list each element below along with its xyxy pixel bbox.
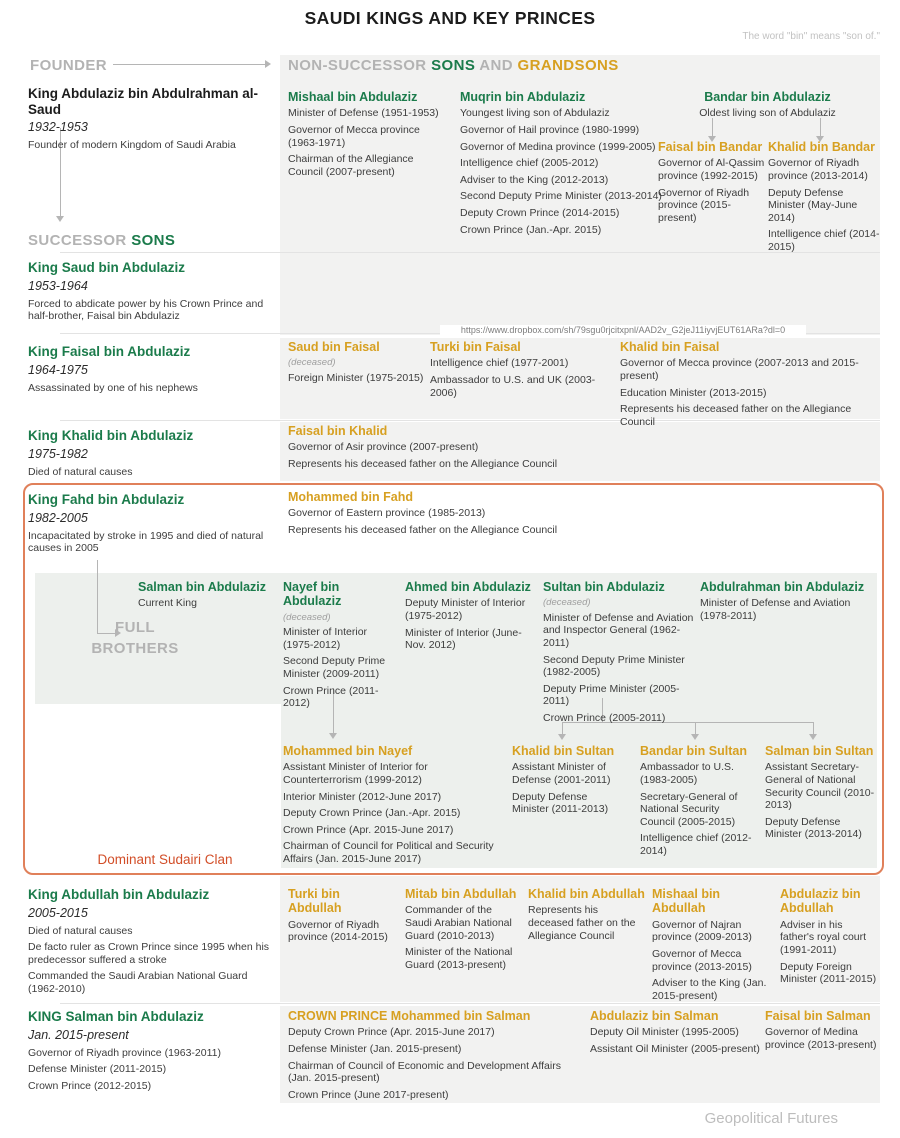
card-muqrin-bin-abdulaziz bbox=[460, 90, 680, 240]
person-name: Ahmed bin Abdulaziz bbox=[405, 580, 531, 594]
person-roles bbox=[460, 107, 680, 236]
person-roles bbox=[620, 357, 878, 428]
person-name: Turki bin Abdullah bbox=[288, 887, 342, 916]
role-line: Interior Minister (2012-June 2017) bbox=[283, 790, 442, 803]
connector-fahd-to-brothers-elbow bbox=[97, 633, 115, 634]
person-roles bbox=[780, 919, 877, 986]
role-line: Deputy Foreign Minister (2011-2015) bbox=[780, 960, 877, 986]
person-roles bbox=[283, 626, 398, 710]
person-name: Sultan bin Abdulaziz bbox=[543, 580, 665, 594]
card-saud-bin-faisal bbox=[288, 340, 426, 388]
card-faisal-bin-salman bbox=[765, 1009, 877, 1056]
person-name: Mohammed bin Fahd bbox=[288, 490, 413, 504]
person-name: Mishaal bin Abdullah bbox=[652, 887, 721, 916]
role-line: Assistant Minister of Defense (2001-2011) bbox=[512, 761, 611, 786]
arrowhead-down-icon bbox=[809, 734, 817, 740]
person-name: Faisal bin Salman bbox=[765, 1009, 871, 1023]
person-name: King Fahd bin Abdulaziz bbox=[28, 492, 185, 507]
person-roles bbox=[28, 530, 273, 555]
role-line: Crown Prince (June 2017-present) bbox=[288, 1088, 449, 1101]
role-line: Represents his deceased father on the Allegiance Council bbox=[620, 403, 852, 428]
arrowhead-down-icon bbox=[558, 734, 566, 740]
row-divider bbox=[60, 252, 880, 253]
person-roles bbox=[288, 507, 598, 536]
role-line: Governor of Mecca province (2007-2013 and 2015-present) bbox=[620, 357, 859, 382]
card-turki-bin-abdullah bbox=[288, 887, 396, 948]
card-khalid-bin-sultan bbox=[512, 744, 624, 820]
role-line: Foreign Minister (1975-2015) bbox=[288, 371, 424, 384]
person-roles bbox=[28, 925, 278, 996]
role-line: Crown Prince (2005-2011) bbox=[543, 711, 666, 724]
role-line: Represents his deceased father on the Allegiance Council bbox=[288, 523, 558, 536]
person-roles bbox=[658, 157, 766, 224]
role-line: Governor of Riyadh province (2015-present) bbox=[658, 186, 750, 224]
person-roles bbox=[28, 139, 278, 152]
role-line: Second Deputy Prime Minister (2013-2014) bbox=[460, 190, 662, 203]
role-line: Intelligence chief (2012-2014) bbox=[640, 832, 752, 857]
person-years: 2005-2015 bbox=[28, 905, 88, 920]
card-khalid-bin-faisal bbox=[620, 340, 878, 432]
person-roles bbox=[288, 919, 396, 944]
role-line: Assassinated by one of his nephews bbox=[28, 381, 198, 394]
person-name: Faisal bin Khalid bbox=[288, 424, 388, 438]
arrowhead-down-icon bbox=[329, 733, 337, 739]
card-crown-prince-mohammed-bin-salman bbox=[288, 1009, 583, 1105]
role-line: Intelligence chief (1977-2001) bbox=[430, 357, 569, 370]
card-king-abdulaziz bbox=[28, 86, 278, 156]
role-line: De facto ruler as Crown Prince since 1995 when his predecessor suffered a stroke bbox=[28, 941, 270, 966]
role-line: Incapacitated by stroke in 1995 and died of natural causes in 2005 bbox=[28, 529, 264, 555]
connector-fahd-to-brothers bbox=[97, 560, 98, 633]
role-line: Governor of Riyadh province (1963-2011) bbox=[28, 1046, 221, 1059]
card-mishaal-bin-abdullah bbox=[652, 887, 774, 1006]
person-roles bbox=[765, 1026, 877, 1051]
role-line: Chairman of Council of Economic and Development Affairs (Jan. 2015-present) bbox=[288, 1059, 561, 1085]
role-line: Governor of Hail province (1980-1999) bbox=[460, 123, 640, 136]
connector-founder-to-sons bbox=[113, 64, 265, 65]
role-line: Defense Minister (2011-2015) bbox=[28, 1063, 167, 1076]
person-roles bbox=[512, 761, 624, 815]
person-name: Mohammed bin Nayef bbox=[283, 744, 413, 758]
role-line: Crown Prince (2012-2015) bbox=[28, 1079, 152, 1092]
person-name: Salman bin Sultan bbox=[765, 744, 874, 758]
role-line: Deputy Oil Minister (1995-2005) bbox=[590, 1026, 739, 1039]
person-roles bbox=[768, 157, 880, 253]
role-line: Deputy Crown Prince (Jan.-Apr. 2015) bbox=[283, 807, 461, 820]
role-line: Crown Prince (Jan.-Apr. 2015) bbox=[460, 223, 602, 236]
successor-word: SUCCESSOR bbox=[28, 232, 127, 249]
arrowhead-down-icon bbox=[691, 734, 699, 740]
person-name: Mitab bin Abdullah bbox=[405, 887, 517, 901]
role-line: Second Deputy Prime Minister (2009-2011) bbox=[283, 655, 386, 680]
full-brothers-label bbox=[85, 617, 185, 659]
person-roles bbox=[288, 107, 448, 178]
arrowhead-right-icon bbox=[115, 629, 121, 637]
card-khalid-bin-bandar bbox=[768, 140, 880, 258]
role-line: Current King bbox=[138, 597, 197, 610]
brothers-word: BROTHERS bbox=[91, 640, 179, 657]
person-roles bbox=[283, 761, 508, 865]
credit-label: Geopolitical Futures bbox=[704, 1110, 838, 1127]
bin-definition-note: The word "bin" means "son of." bbox=[742, 31, 880, 42]
person-name: Abdulaziz bin Abdullah bbox=[780, 887, 861, 916]
role-line: Minister of Defense (1951-1953) bbox=[288, 107, 439, 120]
role-line: Adviser to the King (Jan. 2015-present) bbox=[652, 977, 767, 1002]
person-name: Turki bin Faisal bbox=[430, 340, 521, 354]
person-name: KING Salman bin Abdulaziz bbox=[28, 1009, 204, 1024]
role-line: Youngest living son of Abdulaziz bbox=[460, 107, 610, 120]
non-successor-header bbox=[288, 57, 619, 74]
person-roles bbox=[590, 1026, 760, 1055]
card-king-faisal bbox=[28, 344, 268, 398]
card-bandar-bin-abdulaziz bbox=[660, 90, 875, 124]
person-roles bbox=[700, 597, 870, 622]
person-name: Abdulaziz bin Salman bbox=[590, 1009, 719, 1023]
person-roles bbox=[640, 761, 752, 857]
role-line: Minister of Defense and Aviation (1978-2011) bbox=[700, 597, 851, 622]
person-roles bbox=[288, 441, 598, 470]
card-bandar-bin-sultan bbox=[640, 744, 752, 862]
person-roles bbox=[528, 904, 646, 942]
person-roles bbox=[138, 597, 278, 610]
person-status: (deceased) bbox=[283, 611, 331, 623]
role-line: Assistant Secretary-General of National Security Council (2010-2013) bbox=[765, 761, 875, 812]
role-line: Intelligence chief (2014-2015) bbox=[768, 228, 880, 253]
role-line: Deputy Defense Minister (2013-2014) bbox=[765, 815, 862, 841]
role-line: Died of natural causes bbox=[28, 924, 133, 937]
role-line: Secretary-General of National Security Council (2005-2015) bbox=[640, 790, 738, 828]
role-line: Governor of Medina province (2013-present) bbox=[765, 1026, 877, 1051]
person-name: Khalid bin Abdullah bbox=[528, 887, 645, 901]
role-line: Adviser in his father's royal court (1991-2011) bbox=[780, 918, 867, 956]
person-name: Khalid bin Faisal bbox=[620, 340, 720, 354]
role-line: Education Minister (2013-2015) bbox=[620, 386, 767, 399]
role-line: Governor of Riyadh province (2013-2014) bbox=[768, 157, 868, 182]
page-title: SAUDI KINGS AND KEY PRINCES bbox=[304, 8, 596, 28]
person-years: 1932-1953 bbox=[28, 120, 88, 135]
sons-word: SONS bbox=[431, 57, 476, 74]
role-line: Commanded the Saudi Arabian National Guard (1962-2010) bbox=[28, 970, 248, 995]
person-roles bbox=[765, 761, 875, 841]
person-name: Salman bin Abdulaziz bbox=[138, 580, 267, 594]
card-mohammed-bin-fahd bbox=[288, 490, 598, 541]
person-roles bbox=[288, 1026, 583, 1101]
card-king-fahd bbox=[28, 492, 273, 559]
role-line: Minister of Interior (June-Nov. 2012) bbox=[405, 626, 522, 652]
person-name: King Khalid bin Abdulaziz bbox=[28, 428, 194, 443]
card-king-salman bbox=[28, 1009, 283, 1096]
person-name: Muqrin bin Abdulaziz bbox=[460, 90, 586, 104]
role-line: Governor of Mecca province (1963-1971) bbox=[288, 123, 420, 149]
role-line: Ambassador to U.S. and UK (2003-2006) bbox=[430, 373, 596, 399]
person-status: (deceased) bbox=[288, 357, 336, 369]
role-line: Minister of Defense and Aviation and Inspector General (1962-2011) bbox=[543, 611, 694, 649]
role-line: Deputy Crown Prince (Apr. 2015-June 2017) bbox=[288, 1026, 495, 1039]
person-roles bbox=[430, 357, 615, 399]
person-roles bbox=[652, 919, 774, 1003]
person-roles bbox=[28, 382, 268, 395]
role-line: Governor of Medina province (1999-2005) bbox=[460, 140, 656, 153]
person-name: Bandar bin Abdulaziz bbox=[704, 90, 831, 104]
person-name: Saud bin Faisal bbox=[288, 340, 380, 354]
person-status: (deceased) bbox=[543, 597, 591, 609]
role-line: Represents his deceased father on the Allegiance Council bbox=[528, 904, 636, 942]
founder-label: FOUNDER bbox=[30, 57, 107, 74]
card-abdulaziz-bin-salman bbox=[590, 1009, 760, 1060]
role-line: Crown Prince (Apr. 2015-June 2017) bbox=[283, 823, 454, 836]
person-name: King Abdullah bin Abdulaziz bbox=[28, 887, 210, 902]
person-roles bbox=[543, 612, 695, 725]
person-name: Faisal bin Bandar bbox=[658, 140, 763, 154]
card-king-abdullah bbox=[28, 887, 278, 999]
role-line: Forced to abdicate power by his Crown Prince and half-brother, Faisal bin Abdulaziz bbox=[28, 297, 264, 323]
person-name: Bandar bin Sultan bbox=[640, 744, 747, 758]
card-mishaal-bin-abdulaziz bbox=[288, 90, 448, 182]
card-faisal-bin-khalid bbox=[288, 424, 598, 475]
role-line: Assistant Minister of Interior for Counterterrorism (1999-2012) bbox=[283, 761, 428, 786]
role-line: Founder of modern Kingdom of Saudi Arabia bbox=[28, 139, 236, 152]
role-line: Second Deputy Prime Minister (1982-2005) bbox=[543, 653, 685, 679]
person-roles bbox=[660, 107, 875, 120]
role-line: Governor of Riyadh province (2014-2015) bbox=[288, 918, 388, 944]
role-line: Chairman of the Allegiance Council (2007-present) bbox=[288, 153, 414, 178]
sudairi-clan-label: Dominant Sudairi Clan bbox=[60, 852, 270, 867]
role-line: Minister of Interior (1975-2012) bbox=[283, 626, 368, 651]
person-name: King Abdulaziz bin Abdulrahman al-Saud bbox=[28, 86, 258, 117]
person-name: Abdulrahman bin Abdulaziz bbox=[700, 580, 865, 594]
connector-to-bandar-sultan bbox=[695, 722, 696, 734]
role-line: Commander of the Saudi Arabian National Guard (2010-2013) bbox=[405, 904, 512, 942]
role-line: Governor of Al-Qassim province (1992-2015) bbox=[658, 157, 765, 182]
card-king-saud bbox=[28, 260, 273, 327]
person-years: 1953-1964 bbox=[28, 278, 88, 293]
card-ahmed-bin-abdulaziz bbox=[405, 580, 533, 656]
role-line: Deputy Defense Minister (May-June 2014) bbox=[768, 186, 858, 224]
role-line: Chairman of Council for Political and Security Affairs (Jan. 2015-June 2017) bbox=[283, 840, 494, 865]
non-successor-word: NON-SUCCESSOR bbox=[288, 57, 427, 74]
dropbox-url[interactable]: https://www.dropbox.com/sh/79sgu0rjcitxpnl/AAD2v_G2jeJ11iyvjEUT61ARa?dl=0 bbox=[440, 325, 806, 335]
role-line: Adviser to the King (2012-2013) bbox=[460, 173, 609, 186]
person-roles bbox=[28, 298, 273, 323]
person-name: King Saud bin Abdulaziz bbox=[28, 260, 185, 275]
role-line: Governor of Najran province (2009-2013) bbox=[652, 918, 752, 944]
person-years: 1982-2005 bbox=[28, 510, 88, 525]
role-line: Defense Minister (Jan. 2015-present) bbox=[288, 1042, 462, 1055]
grandsons-word: GRANDSONS bbox=[517, 57, 619, 74]
person-years: 1975-1982 bbox=[28, 446, 88, 461]
card-mohammed-bin-nayef bbox=[283, 744, 508, 870]
role-line: Deputy Crown Prince (2014-2015) bbox=[460, 206, 620, 219]
role-line: Minister of the National Guard (2013-present) bbox=[405, 946, 513, 971]
person-name: King Faisal bin Abdulaziz bbox=[28, 344, 191, 359]
role-line: Assistant Oil Minister (2005-present) bbox=[590, 1042, 760, 1055]
person-years: Jan. 2015-present bbox=[28, 1027, 129, 1042]
role-line: Crown Prince (2011-2012) bbox=[283, 684, 379, 710]
card-salman-bin-abdulaziz bbox=[138, 580, 278, 614]
card-sultan-bin-abdulaziz bbox=[543, 580, 695, 729]
role-line: Ambassador to U.S. (1983-2005) bbox=[640, 761, 734, 786]
card-turki-bin-faisal bbox=[430, 340, 615, 403]
person-years: 1964-1975 bbox=[28, 362, 88, 377]
person-name: Khalid bin Sultan bbox=[512, 744, 615, 758]
person-name: Nayef bin Abdulaziz bbox=[283, 580, 342, 609]
role-line: Died of natural causes bbox=[28, 465, 133, 478]
person-roles bbox=[405, 597, 533, 651]
role-line: Governor of Asir province (2007-present) bbox=[288, 441, 479, 454]
person-roles bbox=[28, 1047, 283, 1093]
card-nayef-bin-abdulaziz bbox=[283, 580, 398, 714]
card-king-khalid bbox=[28, 428, 268, 482]
role-line: Oldest living son of Abdulaziz bbox=[699, 107, 836, 120]
person-name: Mishaal bin Abdulaziz bbox=[288, 90, 418, 104]
role-line: Governor of Eastern province (1985-2013) bbox=[288, 507, 486, 520]
card-abdulrahman-bin-abdulaziz bbox=[700, 580, 870, 627]
role-line: Represents his deceased father on the Allegiance Council bbox=[288, 457, 558, 470]
full-word: FULL bbox=[115, 619, 155, 636]
role-line: Deputy Prime Minister (2005-2011) bbox=[543, 682, 680, 708]
and-word: AND bbox=[479, 57, 513, 74]
role-line: Governor of Mecca province (2013-2015) bbox=[652, 947, 752, 973]
person-name: CROWN PRINCE Mohammed bin Salman bbox=[288, 1009, 531, 1023]
person-name: Khalid bin Bandar bbox=[768, 140, 875, 154]
card-khalid-bin-abdullah bbox=[528, 887, 646, 946]
role-line: Deputy Minister of Interior (1975-2012) bbox=[405, 597, 526, 622]
person-roles bbox=[28, 466, 268, 479]
person-roles bbox=[405, 904, 520, 971]
card-abdulaziz-bin-abdullah bbox=[780, 887, 877, 990]
role-line: Deputy Defense Minister (2011-2013) bbox=[512, 790, 609, 816]
card-salman-bin-sultan bbox=[765, 744, 875, 845]
sons-word: SONS bbox=[131, 232, 176, 249]
connector-to-salman-sultan bbox=[813, 722, 814, 734]
successor-sons-header bbox=[28, 232, 175, 249]
arrowhead-down-icon bbox=[56, 216, 64, 222]
role-line: Intelligence chief (2005-2012) bbox=[460, 157, 599, 170]
person-roles bbox=[288, 372, 426, 385]
card-faisal-bin-bandar bbox=[658, 140, 766, 228]
arrowhead-right-icon bbox=[265, 60, 271, 68]
card-mitab-bin-abdullah bbox=[405, 887, 520, 975]
